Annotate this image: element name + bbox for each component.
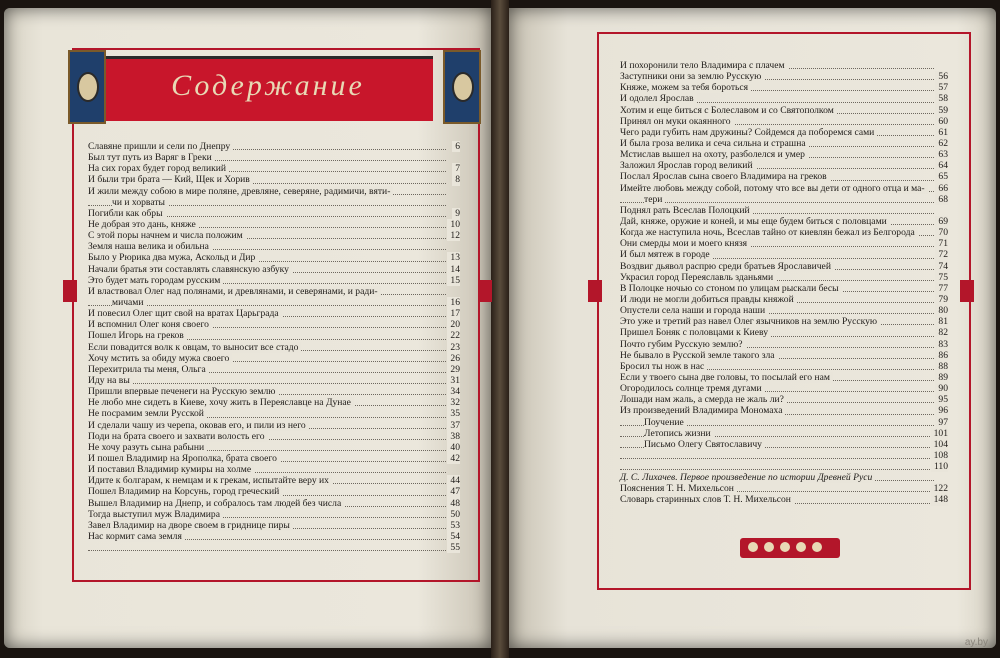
toc-entry-title: Не хочу разуть сына рабыни [88, 442, 207, 453]
toc-entry-title: Мстислав вышел на охоту, разболелся и умер [620, 149, 808, 160]
toc-entry-title: Воздвиг дьявол распрю среди братьев Ярославичей [620, 261, 834, 272]
toc-entry [620, 394, 948, 405]
toc-entry-page: 32 [447, 397, 460, 408]
toc-entry-page: 110 [931, 461, 948, 472]
toc-entry-page: 26 [447, 353, 460, 364]
toc-entry [620, 105, 948, 116]
toc-entry-title: Если повадится волк к овцам, то выносит все стадо [88, 342, 301, 353]
toc-entry [620, 272, 948, 283]
toc-entry-title: Пояснения Т. Н. Михельсон [620, 483, 737, 494]
toc-entry-title: И похоронили тело Владимира с плачем [620, 60, 788, 71]
toc-entry-page: 50 [447, 509, 460, 520]
toc-entry-title: Хотим и еще биться с Болеславом и со Святополком [620, 105, 837, 116]
toc-entry-page: 6 [452, 141, 460, 152]
toc-entry [620, 227, 948, 238]
toc-entry-page: 148 [931, 494, 948, 505]
toc-entry-page: 17 [447, 308, 460, 319]
toc-entry-title: И вспомнил Олег коня своего [88, 319, 212, 330]
toc-entry-page: 83 [935, 339, 948, 350]
toc-entry-page: 12 [447, 230, 460, 241]
toc-entry-title: чи и хорваты [112, 197, 168, 208]
toc-entry [620, 93, 948, 104]
toc-entry-title: Лошади нам жаль, а смерда не жаль ли? [620, 394, 787, 405]
toc-entry-title: Они смерды мои и моего князя [620, 238, 750, 249]
toc-entry [88, 531, 460, 542]
toc-entry-page: 89 [935, 372, 948, 383]
toc-entry-title: Идите к болгарам, к немцам и к грекам, испытайте веру их [88, 475, 332, 486]
toc-entry [620, 149, 948, 160]
toc-entry [620, 171, 948, 182]
toc-entry-page: 101 [931, 428, 948, 439]
toc-entry-title: Украсил город Переяславль зданьями [620, 272, 776, 283]
toc-entry-page: 86 [935, 350, 948, 361]
toc-entry [88, 397, 460, 408]
toc-entry [620, 483, 948, 494]
toc-entry-page: 69 [935, 216, 948, 227]
toc-entry-title: Не посрамим земли Русской [88, 408, 207, 419]
toc-entry-title: Это будет мать городам русским [88, 275, 223, 286]
toc-entry-title: И пошел Владимир на Ярополка, брата своего [88, 453, 280, 464]
page-title: Содержание [171, 69, 365, 102]
toc-entry-page: 54 [447, 531, 460, 542]
toc-entry-page: 65 [935, 171, 948, 182]
table-of-contents-right [620, 60, 948, 506]
toc-entry [88, 163, 460, 174]
toc-entry-title: Пришли впервые печенеги на Русскую землю [88, 386, 278, 397]
toc-entry-page: 74 [935, 261, 948, 272]
toc-entry [620, 305, 948, 316]
toc-entry-title: Земля наша велика и обильна [88, 241, 212, 252]
toc-entry [88, 241, 460, 252]
toc-entry [88, 464, 460, 475]
toc-entry [88, 152, 460, 163]
toc-entry-title: Летопись жизни [644, 428, 714, 439]
toc-entry [620, 372, 948, 383]
toc-entry-page: 71 [935, 238, 948, 249]
toc-entry-page: 23 [447, 342, 460, 353]
toc-entry-page: 62 [935, 138, 948, 149]
toc-entry-title: Если у твоего сына две головы, то посылай его нам [620, 372, 833, 383]
toc-entry [88, 208, 460, 219]
dot-leader [88, 383, 446, 384]
toc-entry-page: 8 [452, 174, 460, 185]
toc-entry-title: И властвовал Олег над полянами, и древлянами, и северянами, и ради- [88, 286, 381, 297]
toc-entry-page: 97 [935, 417, 948, 428]
toc-entry [88, 364, 460, 375]
toc-entry [620, 350, 948, 361]
dot-leader [620, 469, 934, 470]
toc-entry-title: Поднял рать Всеслав Полоцкий [620, 205, 753, 216]
toc-entry [620, 183, 948, 194]
toc-entry-title: И поставил Владимир кумиры на холме [88, 464, 254, 475]
toc-entry-page: 13 [447, 252, 460, 263]
toc-entry-page: 34 [447, 386, 460, 397]
toc-entry-page: 35 [447, 408, 460, 419]
toc-entry-page: 90 [935, 383, 948, 394]
toc-entry [620, 461, 948, 472]
toc-entry [88, 174, 460, 185]
toc-entry-title: И жили между собою в мире поляне, древляне, северяне, радимичи, вяти- [88, 186, 393, 197]
toc-entry-page: 82 [935, 327, 948, 338]
toc-entry-title: И люди не могли добиться правды княжой [620, 294, 797, 305]
toc-entry [88, 342, 460, 353]
toc-entry-title: С этой поры начнем и числа положим [88, 230, 246, 241]
toc-entry-title: Поучение [644, 417, 687, 428]
toc-entry-title: Словарь старинных слов Т. Н. Михельсон [620, 494, 794, 505]
toc-entry [88, 431, 460, 442]
toc-entry [88, 542, 460, 553]
toc-entry [88, 475, 460, 486]
right-side-ornament-icon [588, 280, 602, 302]
toc-entry [620, 450, 948, 461]
toc-entry-page: 55 [447, 542, 460, 553]
toc-entry-page: 75 [935, 272, 948, 283]
end-ornament-icon [740, 538, 840, 558]
toc-entry [88, 486, 460, 497]
toc-entry [620, 283, 948, 294]
toc-entry [620, 361, 948, 372]
toc-entry-page: 96 [935, 405, 948, 416]
toc-entry-title: Славяне пришли и сели по Днепру [88, 141, 233, 152]
toc-entry-page: 16 [447, 297, 460, 308]
toc-entry [620, 316, 948, 327]
toc-entry-title: Дай, княже, оружие и коней, и мы еще будем биться с половцами [620, 216, 890, 227]
toc-entry-title: Хочу мстить за обиду мужа своего [88, 353, 232, 364]
toc-entry [620, 249, 948, 260]
toc-entry-title: Заступники они за землю Русскую [620, 71, 764, 82]
toc-entry-title: Д. С. Лихачев. Первое произведение по истории Древней Руси [620, 472, 875, 483]
toc-entry [620, 116, 948, 127]
toc-entry [88, 408, 460, 419]
toc-entry-title: И были три брата — Кий, Щек и Хорив [88, 174, 253, 185]
toc-entry-title: И сделали чашу из черепа, оковав его, и пили из него [88, 420, 309, 431]
toc-entry-title: И была гроза велика и сеча сильна и страшна [620, 138, 809, 149]
toc-entry-title: Пришел Боняк с половцами к Киеву [620, 327, 771, 338]
toc-entry [88, 286, 460, 297]
toc-entry [88, 308, 460, 319]
toc-entry [620, 472, 948, 483]
toc-entry-page: 56 [935, 71, 948, 82]
dot-leader [620, 202, 934, 203]
toc-entry-title: Заложил Ярослав город великий [620, 160, 756, 171]
toc-entry-page: 31 [447, 375, 460, 386]
toc-entry [620, 494, 948, 505]
toc-entry-title: Когда же наступила ночь, Всеслав тайно от киевлян бежал из Белгорода [620, 227, 918, 238]
toc-entry-title: Почто губим Русскую землю? [620, 339, 746, 350]
toc-entry-title: И одолел Ярослав [620, 93, 697, 104]
toc-entry-page: 60 [935, 116, 948, 127]
toc-entry [88, 186, 460, 197]
toc-entry-page: 53 [447, 520, 460, 531]
toc-entry [620, 439, 948, 450]
toc-entry [620, 339, 948, 350]
toc-entry-title: Было у Рюрика два мужа, Аскольд и Дир [88, 252, 258, 263]
toc-entry [88, 520, 460, 531]
toc-entry-title: Не добрая это дань, княже [88, 219, 199, 230]
toc-entry-title: Принял он муки окаянного [620, 116, 734, 127]
toc-entry-title: Не бывало в Русской земле такого зла [620, 350, 778, 361]
toc-entry-title: Нас кормит сама земля [88, 531, 185, 542]
toc-entry-title: На сих горах будет город великий [88, 163, 229, 174]
toc-entry-title: Бросил ты нож в нас [620, 361, 707, 372]
toc-entry-title: Завел Владимир на дворе своем в гриднице пиры [88, 520, 293, 531]
toc-entry-page: 9 [452, 208, 460, 219]
toc-entry-page: 108 [931, 450, 948, 461]
right-side-ornament-icon [960, 280, 974, 302]
toc-entry-page: 22 [447, 330, 460, 341]
toc-entry-page: 77 [935, 283, 948, 294]
toc-entry-page: 70 [935, 227, 948, 238]
toc-entry [620, 127, 948, 138]
toc-entry-title: И был мятеж в городе [620, 249, 713, 260]
toc-entry-page: 38 [447, 431, 460, 442]
toc-entry [88, 264, 460, 275]
toc-entry-title: В Полоцке ночью со стоном по улицам рыскали бесы [620, 283, 842, 294]
toc-entry-title: Опустели села наши и города наши [620, 305, 768, 316]
toc-entry [88, 442, 460, 453]
toc-entry-page: 40 [447, 442, 460, 453]
toc-entry-title: тери [644, 194, 665, 205]
toc-entry-title: Пошел Игорь на греков [88, 330, 187, 341]
toc-entry-page: 81 [935, 316, 948, 327]
toc-entry-page: 15 [447, 275, 460, 286]
toc-entry [620, 428, 948, 439]
toc-entry [620, 71, 948, 82]
toc-entry [88, 498, 460, 509]
toc-entry-title: Иду на вы [88, 375, 133, 386]
toc-entry [88, 509, 460, 520]
toc-entry [620, 82, 948, 93]
toc-entry [88, 275, 460, 286]
toc-entry [88, 197, 460, 208]
toc-entry-page: 57 [935, 82, 948, 93]
toc-entry-title: Тогда выступил муж Владимира [88, 509, 223, 520]
toc-entry-title: Не любо мне сидеть в Киеве, хочу жить в Переяславце на Дунае [88, 397, 354, 408]
toc-entry [620, 194, 948, 205]
toc-entry-page: 79 [935, 294, 948, 305]
toc-entry-page: 61 [935, 127, 948, 138]
toc-entry-title: Вышел Владимир на Днепр, и собралось там людей без числа [88, 498, 344, 509]
toc-entry-title: Огородилось солнце тремя дугами [620, 383, 765, 394]
toc-entry [88, 330, 460, 341]
toc-entry-title: Перехитрила ты меня, Ольга [88, 364, 209, 375]
left-ornament-icon [68, 50, 106, 124]
toc-entry-title: Имейте любовь между собой, потому что все вы дети от одного отца и ма- [620, 183, 928, 194]
toc-entry [620, 205, 948, 216]
toc-entry-page: 95 [935, 394, 948, 405]
toc-entry [88, 375, 460, 386]
toc-entry [88, 141, 460, 152]
toc-entry-page: 68 [935, 194, 948, 205]
toc-entry-page: 7 [452, 163, 460, 174]
toc-entry-page: 88 [935, 361, 948, 372]
toc-entry-title: мичами [112, 297, 147, 308]
toc-entry [620, 383, 948, 394]
toc-entry [620, 160, 948, 171]
toc-entry-page: 63 [935, 149, 948, 160]
book-spine [491, 0, 509, 658]
toc-entry-title: Из произведений Владимира Мономаха [620, 405, 785, 416]
toc-entry [620, 327, 948, 338]
toc-entry [620, 216, 948, 227]
toc-entry-title: Поди на брата своего и захвати волость его [88, 431, 268, 442]
toc-entry-page: 59 [935, 105, 948, 116]
toc-entry-page: 58 [935, 93, 948, 104]
toc-entry-title: Чего ради губить нам дружины? Сойдемся да поборемся сами [620, 127, 877, 138]
dot-leader [620, 458, 934, 459]
watermark: ay.by [964, 637, 988, 648]
toc-entry [88, 219, 460, 230]
toc-entry [620, 261, 948, 272]
toc-entry [620, 138, 948, 149]
toc-entry-title: Начали братья эти составлять славянскую азбуку [88, 264, 292, 275]
toc-entry-page: 37 [447, 420, 460, 431]
toc-entry-title: Послал Ярослав сына своего Владимира на греков [620, 171, 830, 182]
toc-entry-title: Погибли как обры [88, 208, 166, 219]
toc-entry [620, 60, 948, 71]
toc-entry-page: 80 [935, 305, 948, 316]
toc-entry [88, 420, 460, 431]
toc-entry-page: 122 [931, 483, 948, 494]
toc-entry [620, 238, 948, 249]
toc-entry [88, 319, 460, 330]
toc-entry [88, 453, 460, 464]
toc-entry-page: 14 [447, 264, 460, 275]
toc-entry-page: 66 [935, 183, 948, 194]
toc-entry-title: Пошел Владимир на Корсунь, город греческий [88, 486, 282, 497]
toc-entry-page: 10 [447, 219, 460, 230]
dot-leader [88, 550, 446, 551]
toc-entry-title: Это уже и третий раз навел Олег язычников на землю Русскую [620, 316, 880, 327]
toc-entry-page: 72 [935, 249, 948, 260]
toc-entry-page: 64 [935, 160, 948, 171]
toc-entry-page: 48 [447, 498, 460, 509]
toc-entry-page: 47 [447, 486, 460, 497]
toc-entry-page: 104 [931, 439, 948, 450]
heading-banner [103, 56, 433, 121]
toc-entry [620, 405, 948, 416]
toc-entry [88, 353, 460, 364]
toc-entry [88, 252, 460, 263]
toc-entry [88, 386, 460, 397]
toc-entry-title: И повесил Олег щит свой на вратах Царьграда [88, 308, 282, 319]
table-of-contents-left [88, 141, 460, 553]
right-ornament-icon [443, 50, 481, 124]
toc-entry-title: Княже, можем за тебя бороться [620, 82, 751, 93]
toc-entry-page: 42 [447, 453, 460, 464]
toc-entry [88, 297, 460, 308]
toc-entry [620, 294, 948, 305]
toc-entry-page: 29 [447, 364, 460, 375]
toc-entry [88, 230, 460, 241]
toc-entry-title: Был тут путь из Варяг в Греки [88, 152, 215, 163]
toc-entry-page: 20 [447, 319, 460, 330]
toc-entry [620, 417, 948, 428]
left-side-ornament-icon [63, 280, 77, 302]
toc-entry-title: Письмо Олегу Святославичу [644, 439, 765, 450]
toc-entry-page: 44 [447, 475, 460, 486]
left-side-ornament-icon [478, 280, 492, 302]
